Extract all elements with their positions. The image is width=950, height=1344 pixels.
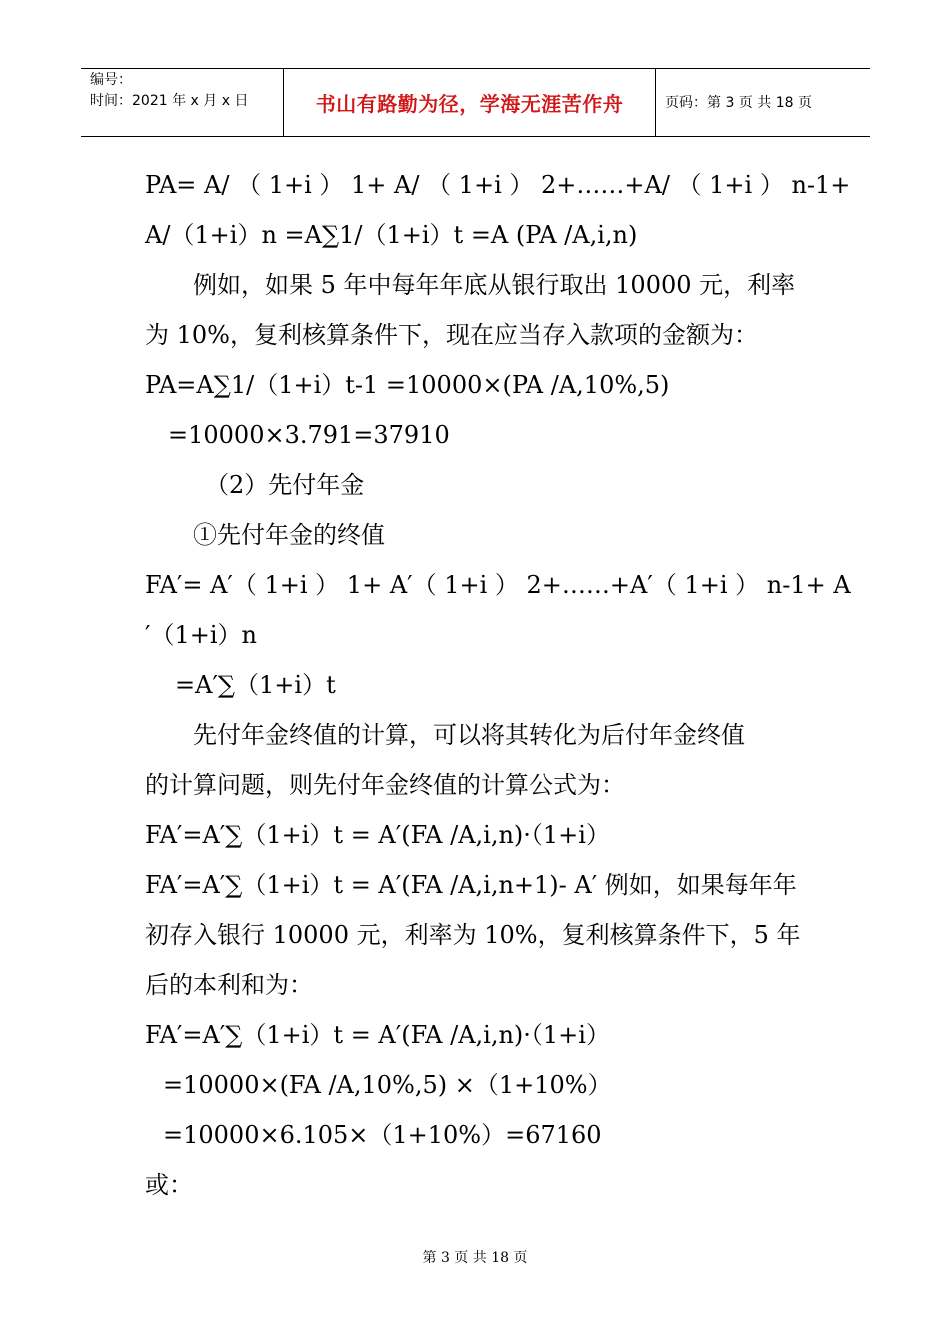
formula-line: =10000×6.105×（1+10%）=67160 (163, 1121, 602, 1149)
header-bottom-rule (81, 136, 870, 137)
formula-line: =10000×3.791=37910 (168, 421, 450, 449)
formula-line: FA′=A′∑（1+i）t = A′(FA /A,i,n)·（1+i） (145, 1021, 610, 1049)
formula-line: FA′= A′（ 1+i ） 1+ A′（ 1+i ） 2+……+A′（ 1+i ） n-1+ A (145, 571, 851, 599)
subsection-heading: ①先付年金的终值 (193, 521, 385, 549)
page-footer: 第 3 页 共 18 页 (422, 1250, 528, 1266)
formula-line: FA′=A′∑（1+i）t = A′(FA /A,i,n)·（1+i） (145, 821, 610, 849)
formula-line: PA=A∑1/（1+i）t-1 =10000×(PA /A,10%,5) (145, 371, 670, 399)
paragraph-line: 例如，如果 5 年中每年年底从银行取出 10000 元，利率 (193, 271, 796, 299)
header-motto: 书山有路勤为径，学海无涯苦作舟 (315, 91, 624, 116)
header-date: 时间：2021 年 x 月 x 日 (90, 93, 249, 109)
formula-line: =10000×(FA /A,10%,5) ×（1+10%） (163, 1071, 612, 1099)
formula-line: ′（1+i）n (145, 621, 257, 649)
formula-line: FA′=A′∑（1+i）t = A′(FA /A,i,n+1)- A′ 例如，如果每年年 (145, 871, 797, 899)
paragraph-line: 为 10%，复利核算条件下，现在应当存入款项的金额为： (145, 321, 758, 349)
paragraph-line: 后的本利和为： (145, 971, 313, 999)
paragraph-line: 或： (145, 1171, 193, 1199)
paragraph-line: 初存入银行 10000 元，利率为 10%，复利核算条件下，5 年 (145, 921, 801, 949)
formula-line: =A′∑（1+i）t (175, 671, 336, 699)
paragraph-line: 的计算问题，则先付年金终值的计算公式为： (145, 771, 625, 799)
section-heading: （2）先付年金 (205, 471, 365, 499)
header-meta (90, 70, 248, 112)
header-divider-right (655, 68, 656, 136)
header-number: 编号： (90, 72, 132, 88)
header-page-number: 页码：第 3 页 共 18 页 (665, 95, 812, 111)
formula-line: A/（1+i）n =A∑1/（1+i）t =A (PA /A,i,n) (145, 221, 638, 249)
formula-line: PA= A/ （ 1+i ） 1+ A/ （ 1+i ） 2+……+A/ （ 1+i ） n-1+ (145, 171, 851, 199)
paragraph-line: 先付年金终值的计算，可以将其转化为后付年金终值 (193, 721, 745, 749)
